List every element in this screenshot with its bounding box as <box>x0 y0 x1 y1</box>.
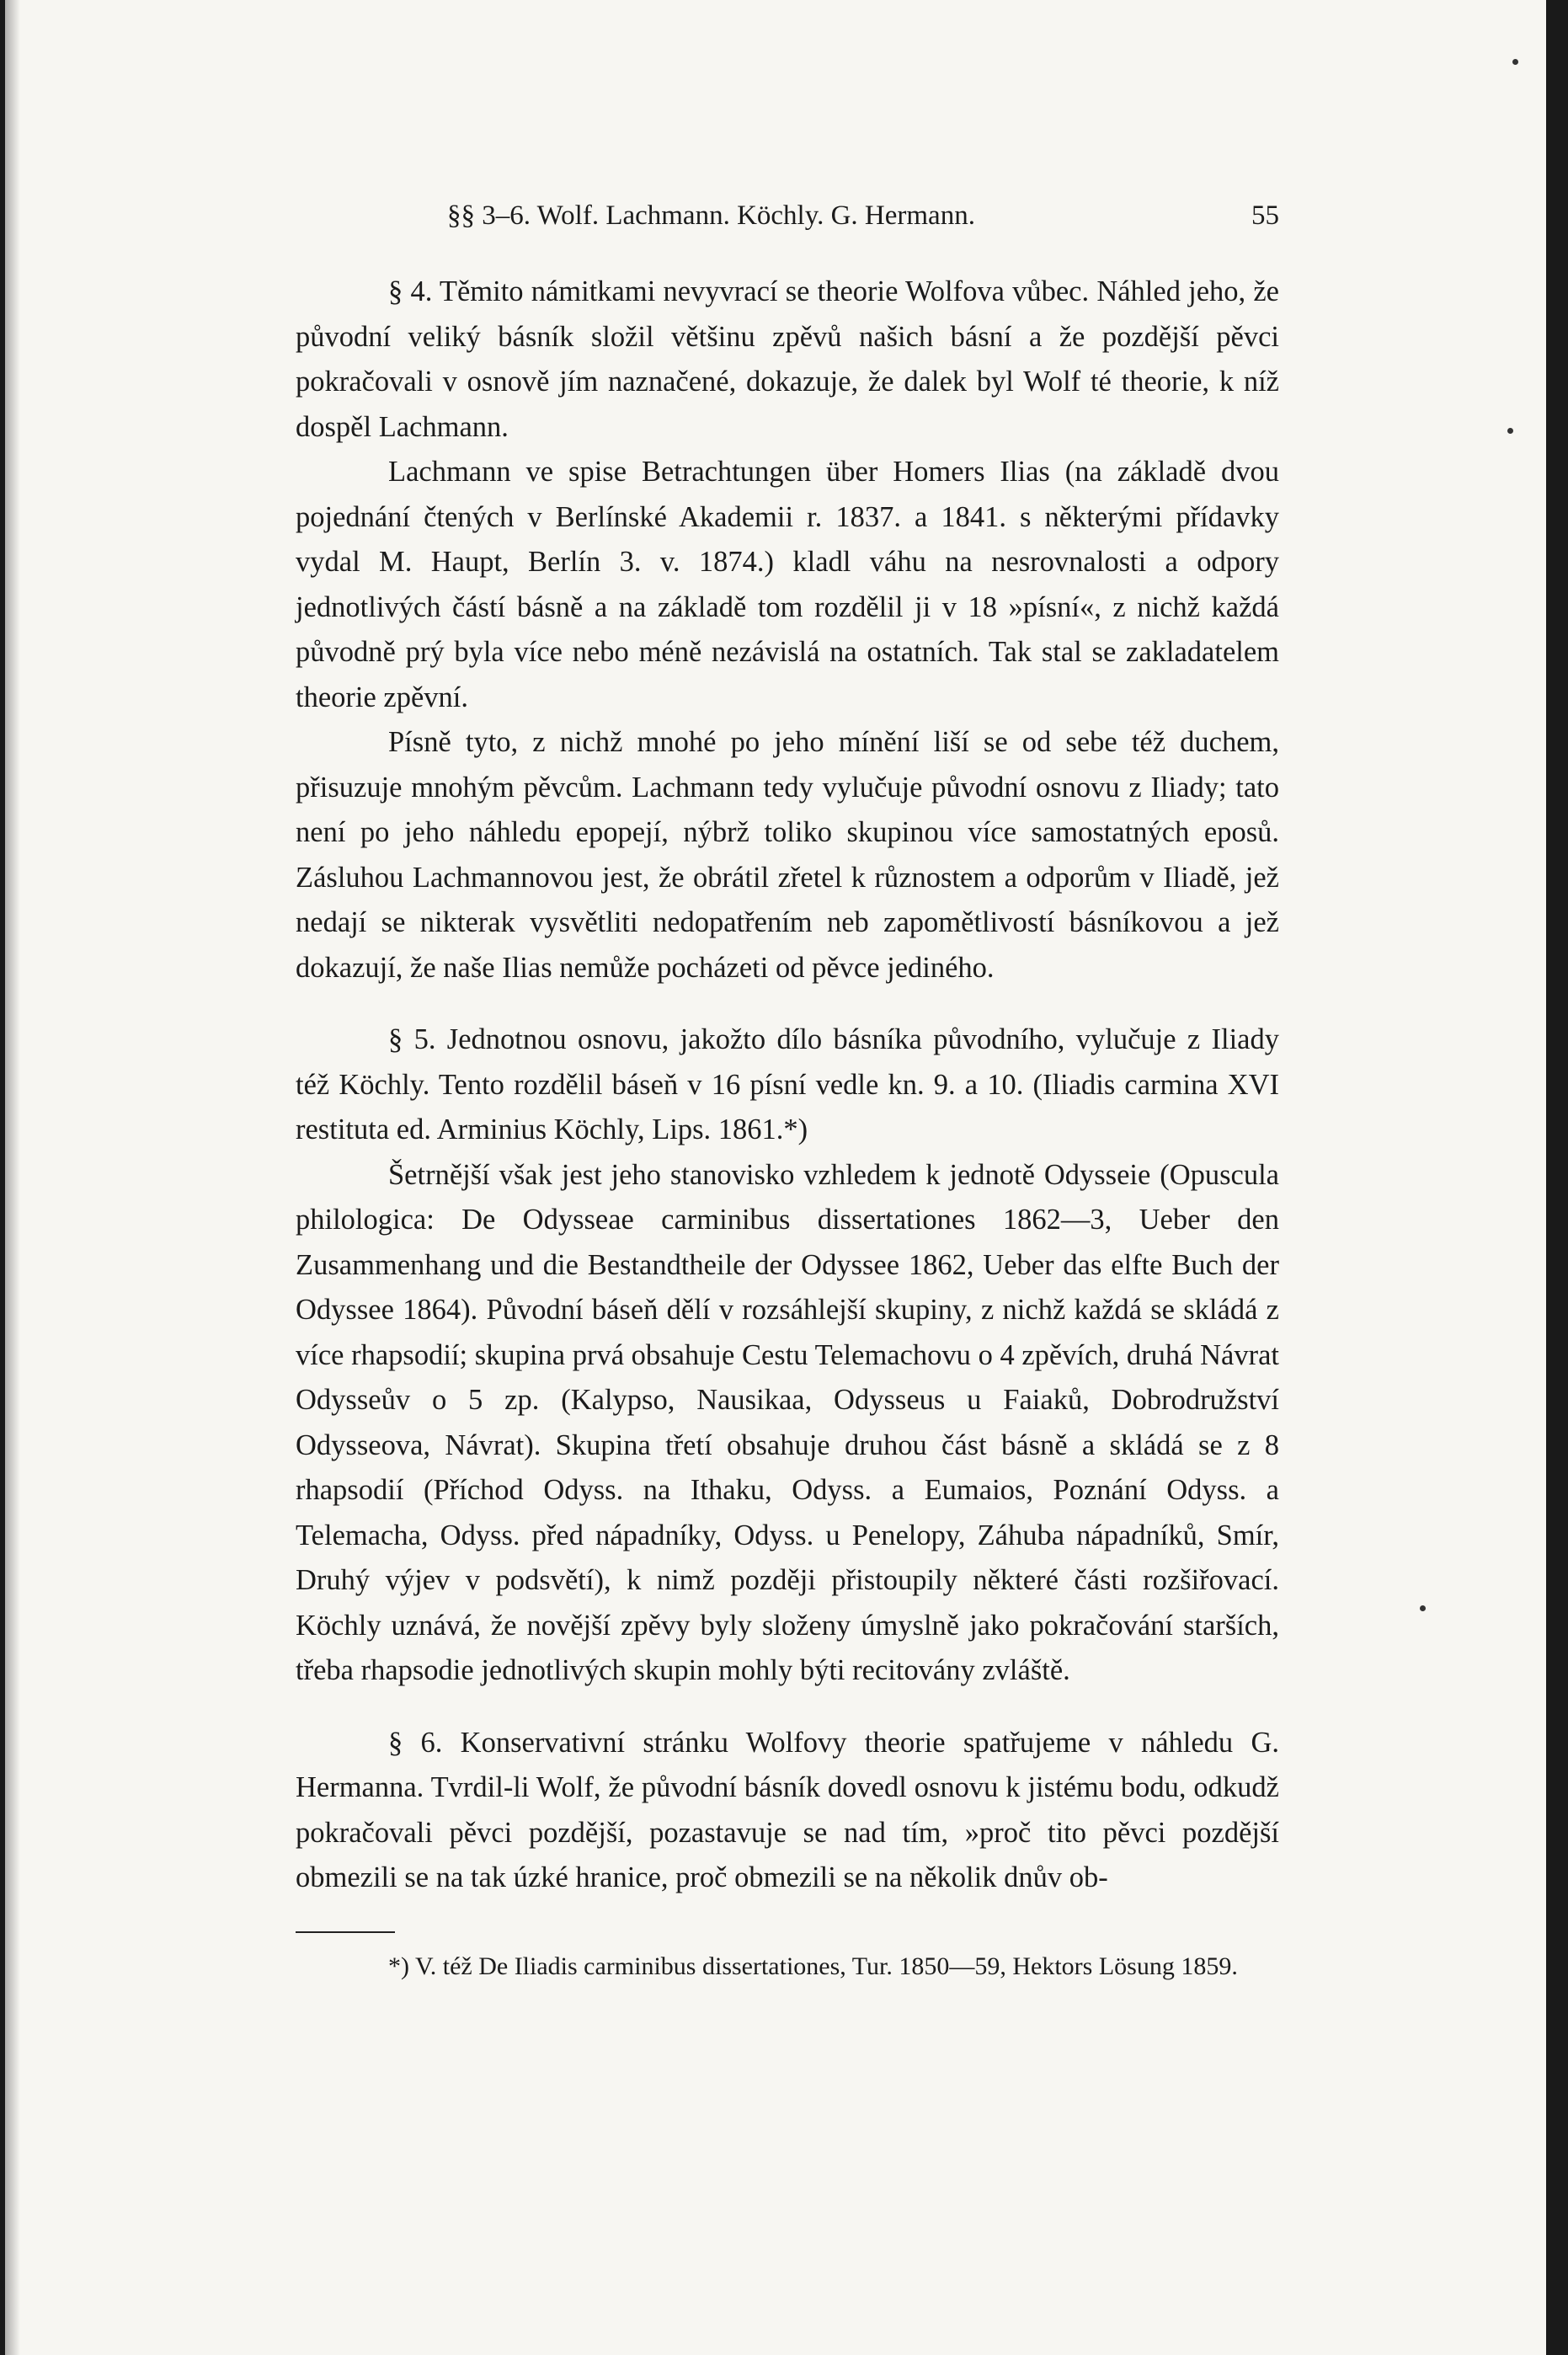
footnote: *) V. též De Iliadis carminibus dissertationes, Tur. 1850—59, Hektors Lösung 1859. <box>388 1952 1238 1980</box>
scan-speck <box>1420 1605 1426 1611</box>
paragraph-lachmann: Lachmann ve spise Betrachtungen über Homers Ilias (na základě dvou pojednání čtených v Berlínské Akademii r. 1837. a 1841. s některými přídavky vydal M. Haupt, Berlín 3. v. 1874.) kladl váhu na nesrovnalosti a odpory jednotlivých částí básně a na základě tom rozdělil ji v 18 »písní«, z nichž každá původně prý byla více nebo méně nezávislá na ostatních. Tak stal se zakladatelem theorie zpěvní. <box>296 456 1279 713</box>
page-content <box>296 195 1279 1985</box>
paragraph-section-4: § 4. Těmito námitkami nevyvrací se theorie Wolfova vůbec. Náhled jeho, že původní veliký básník složil většinu zpěvů našich básní a že pozdější pěvci pokračovali v osnově jím naznačené, dokazuje, že dalek byl Wolf té theorie, k níž dospěl Lachmann. <box>296 275 1279 443</box>
paragraph-section-5: § 5. Jednotnou osnovu, jakožto dílo básníka původního, vylučuje z Iliady též Köchly. Tento rozdělil báseň v 16 písní vedle kn. 9. a 10. (Iliadis carmina XVI restituta ed. Arminius Köchly, Lips. 1861.*) <box>296 1023 1279 1145</box>
running-head-title: §§ 3–6. Wolf. Lachmann. Köchly. G. Hermann. <box>447 200 975 231</box>
running-head <box>296 195 1279 236</box>
book-page <box>5 0 1546 2355</box>
footnote-divider <box>296 1931 395 1933</box>
page-number: 55 <box>1251 200 1279 231</box>
paragraph-odysseia: Šetrnější však jest jeho stanovisko vzhledem k jednotě Odysseie (Opuscula philologica: De Odysseae carminibus dissertationes 1862—3, Ueber den Zusammenhang und die Bestandtheile der Odyssee 1862, Ueber das elfte Buch der Odyssee 1864). Původní báseň dělí v rozsáhlejší skupiny, z nichž každá se skládá z více rhapsodií; skupina prvá obsahuje Cestu Telemachovu o 4 zpěvích, druhá Návrat Odysseův o 5 zp. (Kalypso, Nausikaa, Odysseus u Faiaků, Dobrodružství Odysseova, Návrat). Skupina třetí obsahuje druhou část básně a skládá se z 8 rhapsodií (Příchod Odyss. na Ithaku, Odyss. a Eumaios, Poznání Odyss. a Telemacha, Odyss. před nápadníky, Odyss. u Penelopy, Záhuba nápadníků, Smír, Druhý výjev v podsvětí), k nimž později přistoupily některé části rozšiřovací. Köchly uznává, že novější zpěvy byly složeny úmyslně jako pokračování starších, třeba rhapsodie jednotlivých skupin mohly býti recitovány zvláště. <box>296 1158 1279 1686</box>
body-text <box>296 270 1279 1901</box>
paragraph-pisne: Písně tyto, z nichž mnohé po jeho mínění liší se od sebe též duchem, přisuzuje mnohým pěvcům. Lachmann tedy vylučuje původní osnovu z Iliady; tato není po jeho náhledu epopejí, nýbrž toliko skupinou více samostatných eposů. Zásluhou Lachmannovou jest, že obrátil zřetel k různostem a odporům v Iliadě, jež nedají se nikterak vysvětliti nedopatřením neb zapomětlivostí básníkovou a jež dokazují, že naše Ilias nemůže pocházeti od pěvce jediného. <box>296 726 1279 984</box>
scan-speck <box>1512 59 1518 65</box>
page-edge-shadow <box>5 0 20 2355</box>
scan-speck <box>1507 428 1513 434</box>
paragraph-section-6: § 6. Konservativní stránku Wolfovy theorie spatřujeme v náhledu G. Hermanna. Tvrdil-li Wolf, že původní básník dovedl osnovu k jistému bodu, odkudž pokračovali pěvci pozdější, pozastavuje se nad tím, »proč tito pěvci pozdější obmezili se na tak úzké hranice, proč obmezili se na několik dnův ob- <box>296 1726 1279 1893</box>
